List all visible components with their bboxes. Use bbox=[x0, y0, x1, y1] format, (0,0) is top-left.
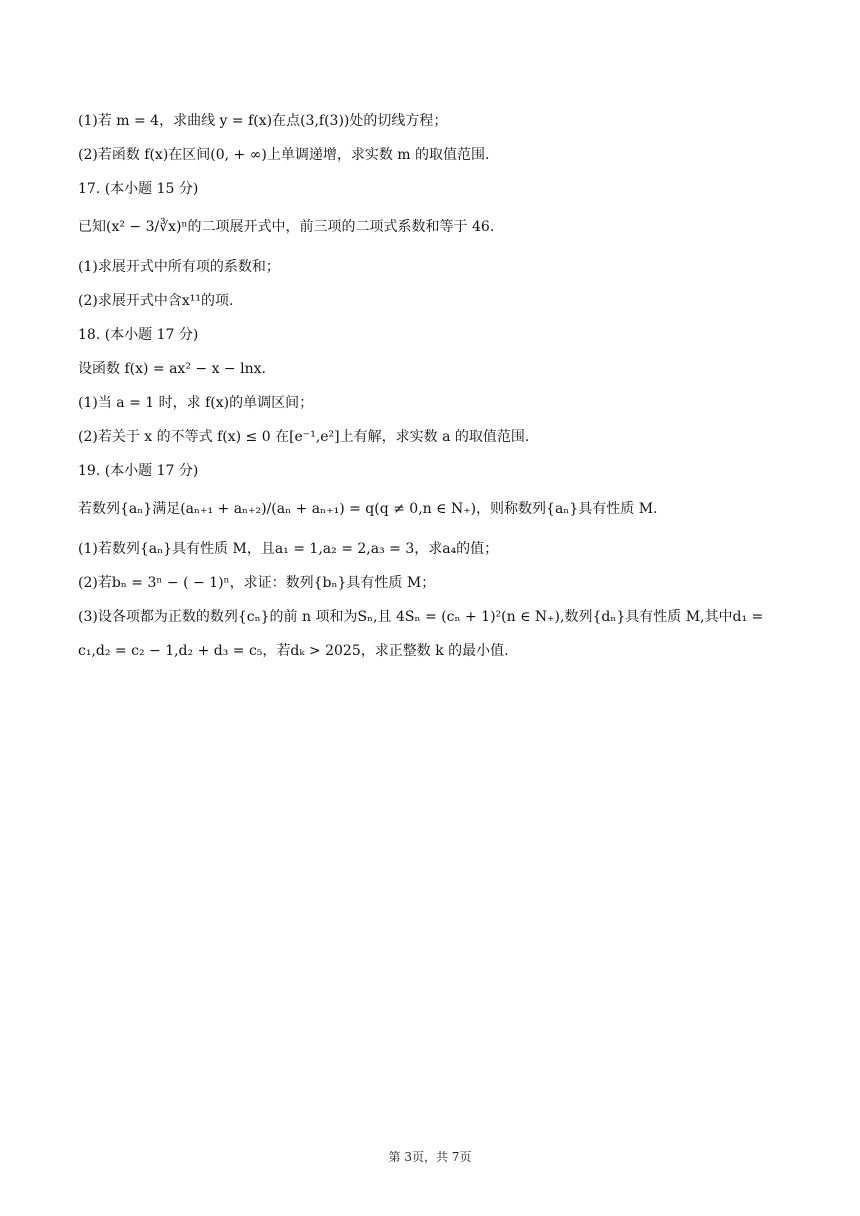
problem-16-part-1: (1)若 m = 4，求曲线 y = f(x)在点(3,f(3))处的切线方程； bbox=[78, 113, 448, 129]
problem-18-part-1: (1)当 a = 1 时，求 f(x)的单调区间； bbox=[78, 395, 314, 411]
problem-19-heading: 19. (本小题 17 分) bbox=[78, 463, 199, 479]
problem-17-heading: 17. (本小题 15 分) bbox=[78, 181, 199, 197]
problem-18-statement: 设函数 f(x) = ax² − x − lnx. bbox=[78, 361, 266, 377]
problem-18-part-2: (2)若关于 x 的不等式 f(x) ≤ 0 在[e⁻¹,e²]上有解，求实数 a 的取值范围. bbox=[78, 429, 530, 445]
problem-17-part-2: (2)求展开式中含x¹¹的项. bbox=[78, 293, 234, 309]
problem-19-part-3-line-2: c₁,d₂ = c₂ − 1,d₂ + d₃ = c₅，若dₖ > 2025，求正整数 k 的最小值. bbox=[78, 643, 509, 659]
problem-18-heading: 18. (本小题 17 分) bbox=[78, 327, 199, 343]
problem-19-statement: 若数列{aₙ}满足(aₙ₊₁ + aₙ₊₂)/(aₙ + aₙ₊₁) = q(q ≠ 0,n ∈ N₊)，则称数列{aₙ}具有性质 M. bbox=[78, 501, 658, 517]
problem-17-part-1: (1)求展开式中所有项的系数和； bbox=[78, 259, 280, 275]
problem-17-statement: 已知(x² − 3/∛x)ⁿ的二项展开式中，前三项的二项式系数和等于 46. bbox=[78, 219, 495, 235]
problem-16-part-2: (2)若函数 f(x)在区间(0, + ∞)上单调递增，求实数 m 的取值范围. bbox=[78, 147, 490, 163]
page-footer: 第 3页，共 7页 bbox=[388, 1150, 472, 1164]
problem-19-part-3-line-1: (3)设各项都为正数的数列{cₙ}的前 n 项和为Sₙ,且 4Sₙ = (cₙ + 1)²(n ∈ N₊),数列{dₙ}具有性质 M,其中d₁ = bbox=[78, 609, 764, 625]
problem-19-part-1: (1)若数列{aₙ}具有性质 M，且a₁ = 1,a₂ = 2,a₃ = 3，求a₄的值； bbox=[78, 541, 499, 557]
problem-19-part-2: (2)若bₙ = 3ⁿ − ( − 1)ⁿ，求证：数列{bₙ}具有性质 M； bbox=[78, 575, 436, 591]
